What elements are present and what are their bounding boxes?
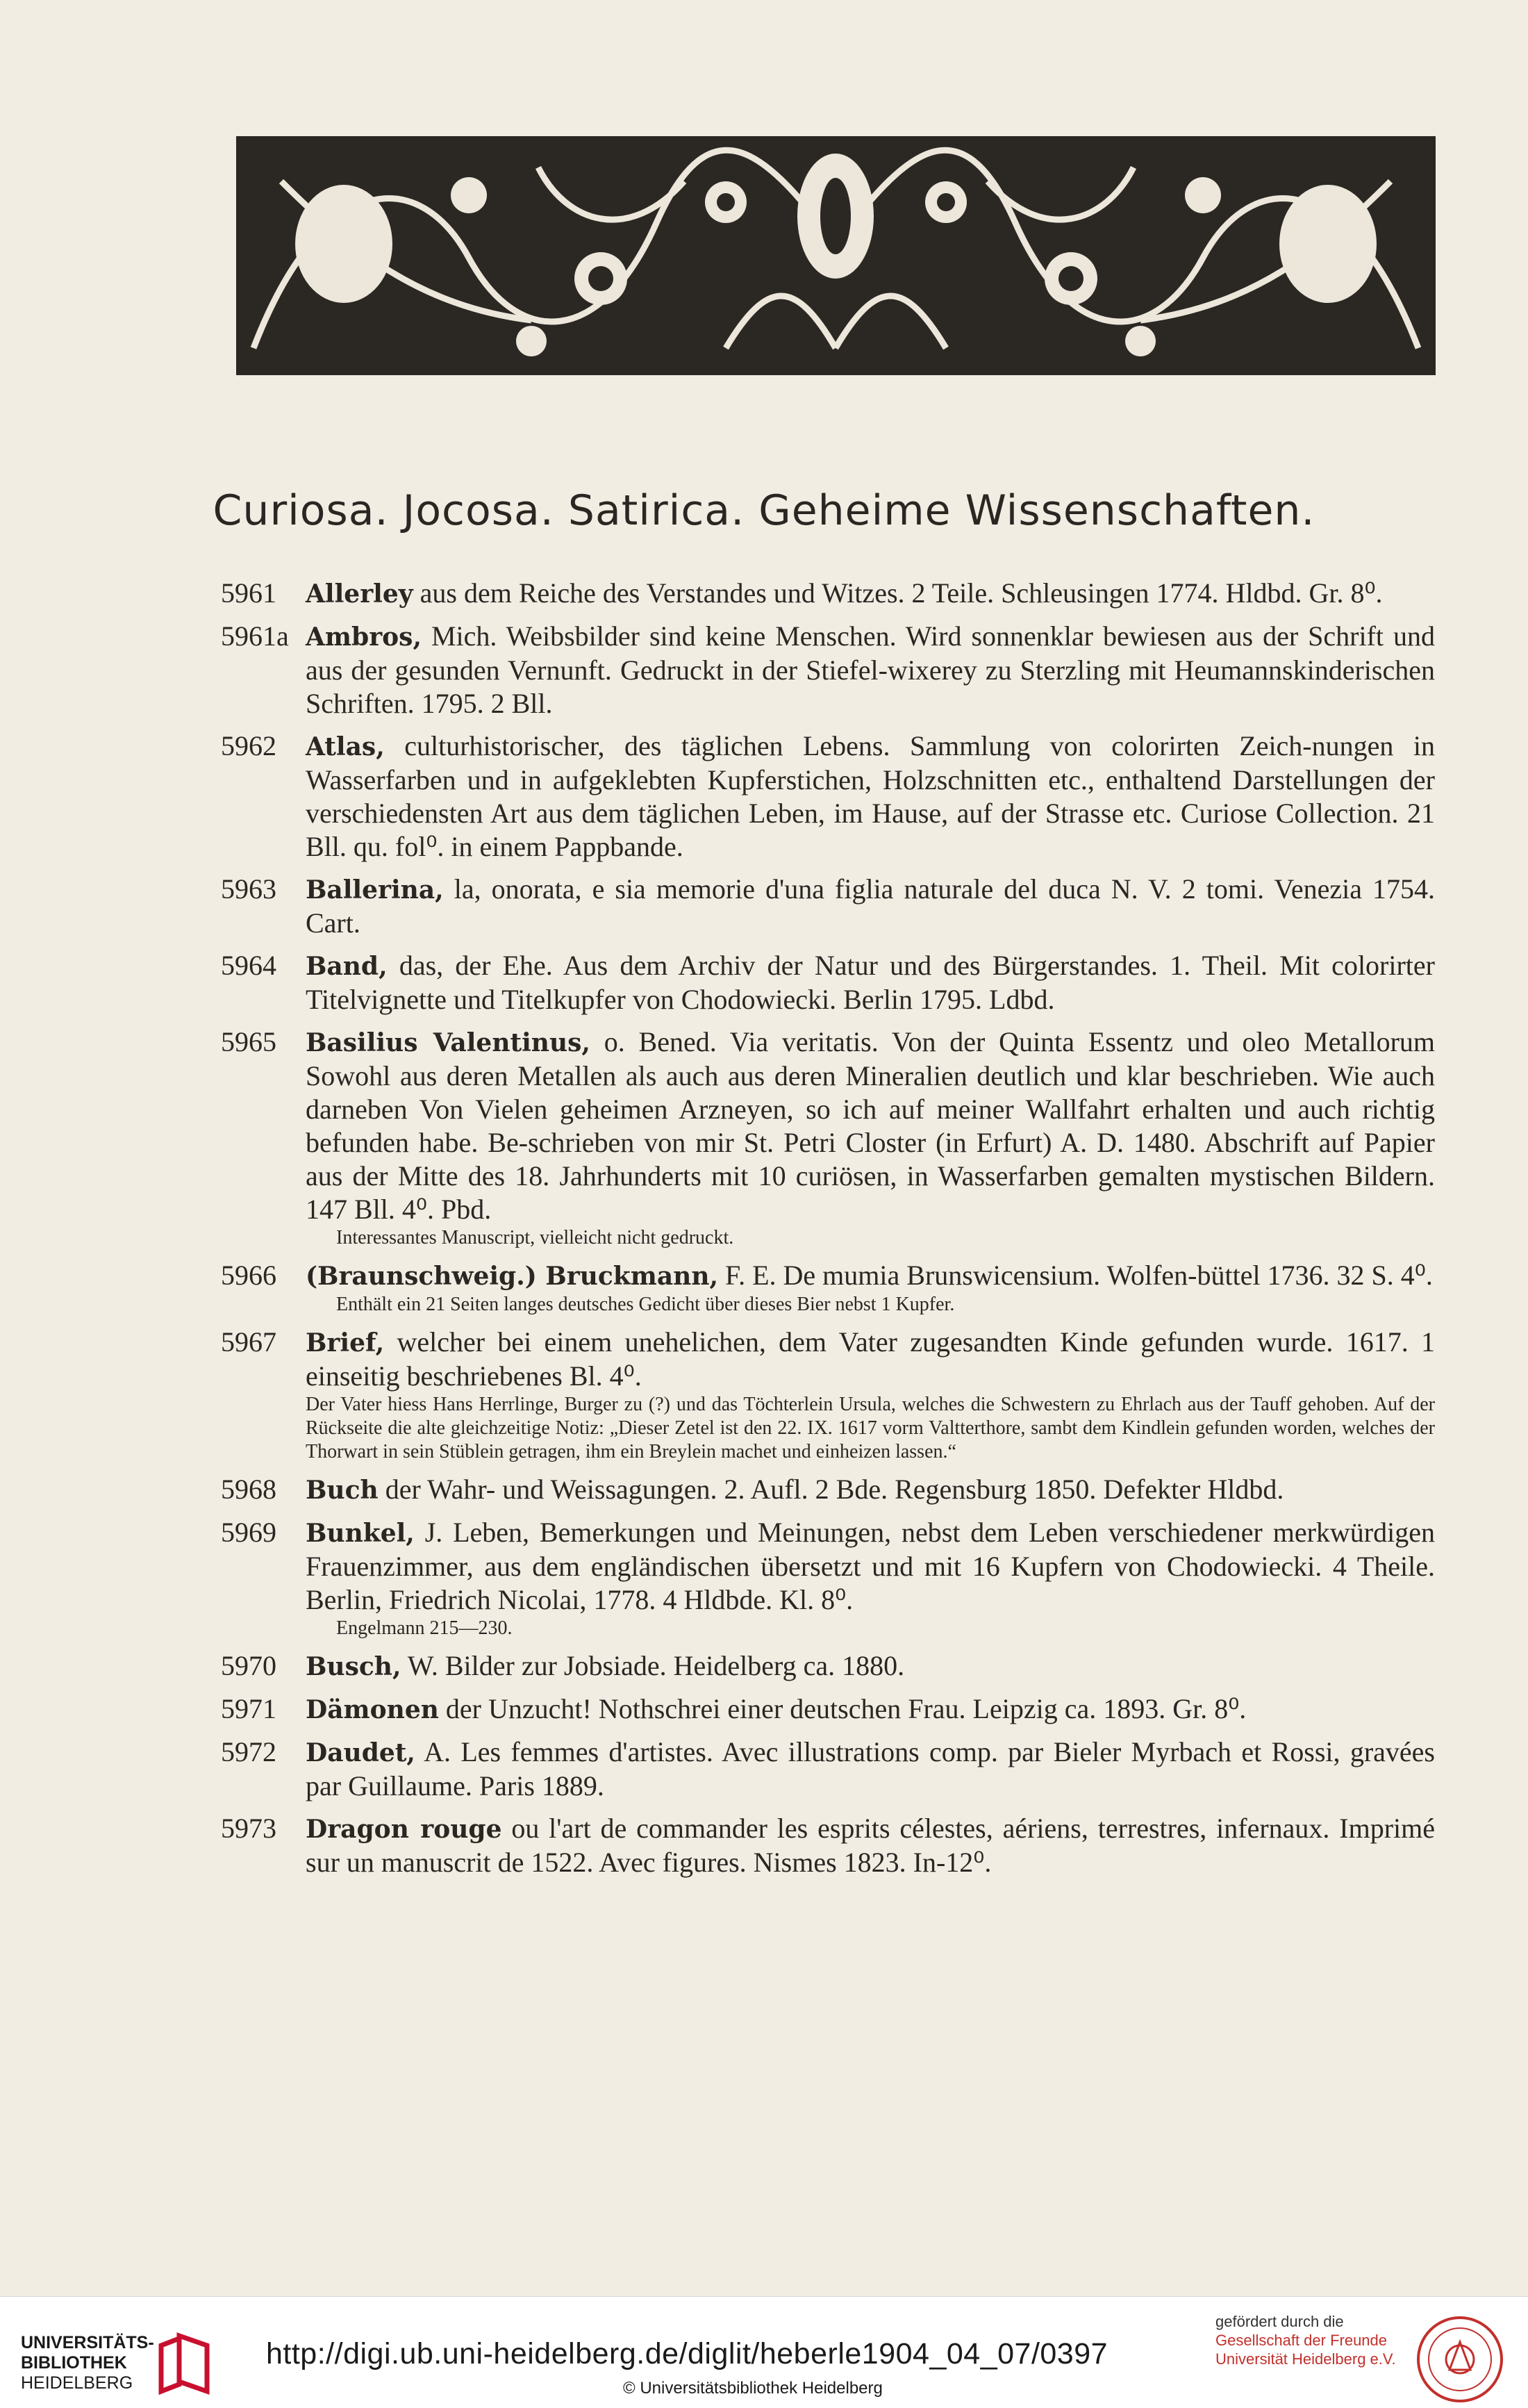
entry-number: 5963 [221,873,276,905]
entry-text: o. Bened. Via veritatis. Von der Quinta Essentz und oleo Metallorum Sowohl aus deren Metallen als auch aus deren Mineralien deutlich und klar beschrieben. Wie auch darneben Von Vielen geheimen Arzneyen, so ich auf meiner Wallfahrt erhalten und auch richtig befunden habe. Be-schrieben von mir St. Petri Closter (in Erfurt) A. D. 1480. Abschrift auf Papier aus der Mitte des 18. Jahrhunderts mit 10 curiösen, in Wasserfarben gemalten mystischen Bildern. 147 Bll. 4⁰. Pbd. [306,1026,1436,1225]
entry-number: 5961a [221,620,289,652]
entry-note: Engelmann 215—230. [336,1617,513,1639]
catalogue-entry [221,1473,1435,1507]
catalogue-entry [221,1326,1435,1464]
section-heading: Curiosa. Jocosa. Satirica. Geheime Wissenschaften. [213,486,1315,535]
entry-text: das, der Ehe. Aus dem Archiv der Natur und des Bürgerstandes. 1. Theil. Mit colorirter Titelvignette und Titelkupfer von Chodowiecki. Berlin 1795. Ldbd. [306,950,1435,1015]
catalogue-entry [221,729,1435,864]
catalogue-entry [221,1259,1435,1317]
entry-text: welcher bei einem unehelichen, dem Vater zugesandten Kinde gefunden wurde. 1617. 1 einseitig beschriebenes Bl. 4⁰. [306,1326,1435,1392]
entry-description [306,1649,1435,1683]
entry-text: culturhistorischer, des täglichen Lebens. Sammlung von colorirten Zeich-nungen in Wasserfarben und in aufgeklebten Kupferstichen, Holzschnitten etc., enthaltend Darstellungen der verschiedensten Art aus dem täglichen Leben, im Hause, auf der Strasse etc. Curiose Collection. 21 Bll. qu. fol⁰. in einem Pappbande. [306,730,1435,862]
entry-title: Basilius Valentinus, [306,1028,590,1057]
catalogue-entry [221,1649,1435,1683]
catalogue-entry [221,1812,1435,1879]
entry-description [306,1692,1435,1726]
library-name-line1: UNIVERSITÄTS- [21,2333,154,2352]
entry-description [306,1025,1435,1226]
entry-text: ou l'art de commander les esprits célestes, aériens, terrestres, infernaux. Imprimé sur un manuscrit de 1522. Avec figures. Nismes 1823. In-12⁰. [306,1813,1435,1878]
entry-number: 5962 [221,730,276,761]
entry-title: Brief, [306,1328,385,1358]
entry-number: 5964 [221,950,276,981]
entry-title: (Braunschweig.) Bruckmann, [306,1262,719,1291]
catalogue-entry [221,620,1435,720]
entry-description [306,1516,1435,1617]
sponsor-credit [1215,2312,1396,2368]
entry-title: Band, [306,952,388,981]
entry-title: Ballerina, [306,875,444,905]
catalogue-entry [221,1025,1435,1250]
entry-number: 5972 [221,1736,276,1767]
catalogue-entry [221,577,1435,611]
catalogue-entry [221,949,1435,1016]
entry-number: 5973 [221,1813,276,1844]
copyright-notice: © Universitätsbibliothek Heidelberg [623,2379,883,2398]
university-seal-icon [1415,2314,1505,2405]
library-name [21,2333,154,2393]
entry-number: 5969 [221,1517,276,1548]
entry-text: J. Leben, Bemerkungen und Meinungen, nebst dem Leben verschiedener merkwürdigen Frauenzimmer, aus dem engländischen übersetzt und mit 16 Kupfern von Chodowiecki. 4 Theile. Berlin, Friedrich Nicolai, 1778. 4 Hldbde. Kl. 8⁰. [306,1517,1435,1615]
catalogue-entry [221,1516,1435,1640]
entry-text: la, onorata, e sia memorie d'una figlia naturale del duca N. V. 2 tomi. Venezia 1754. Cart. [306,873,1435,939]
catalogue-entries [221,577,1435,1888]
entry-note: Enthält ein 21 Seiten langes deutsches Gedicht über dieses Bier nebst 1 Kupfer. [336,1294,955,1315]
entry-number: 5961 [221,577,276,609]
entry-description [306,873,1435,940]
entry-title: Dämonen [306,1695,439,1724]
sponsor-line2: Universität Heidelberg e.V. [1215,2350,1396,2368]
permalink-url[interactable]: http://digi.ub.uni-heidelberg.de/diglit/heberle1904_04_07/0397 [266,2337,1108,2370]
catalogue-entry [221,1692,1435,1726]
entry-text: W. Bilder zur Jobsiade. Heidelberg ca. 1880. [401,1650,905,1681]
library-name-line2: BIBLIOTHEK [21,2353,127,2373]
entry-title: Bunkel, [306,1519,415,1548]
entry-description [306,1259,1435,1293]
entry-number: 5971 [221,1693,276,1724]
entry-title: Daudet, [306,1738,415,1767]
entry-title: Atlas, [306,732,385,761]
library-name-line3: HEIDELBERG [21,2373,133,2393]
library-logo-icon [151,2332,213,2395]
decorative-headpiece [236,136,1436,375]
entry-title: Buch [306,1476,379,1505]
entry-number: 5966 [221,1260,276,1291]
entry-title: Ambros, [306,622,422,652]
entry-text: der Unzucht! Nothschrei einer deutschen Frau. Leipzig ca. 1893. Gr. 8⁰. [438,1693,1247,1724]
entry-text: aus dem Reiche des Verstandes und Witzes. 2 Teile. Schleusingen 1774. Hldbd. Gr. 8⁰. [413,577,1383,609]
entry-number: 5970 [221,1650,276,1681]
entry-text: F. E. De mumia Brunswicensium. Wolfen-büttel 1736. 32 S. 4⁰. [718,1260,1433,1291]
entry-title: Busch, [306,1652,401,1681]
entry-text: Mich. Weibsbilder sind keine Menschen. Wird sonnenklar bewiesen aus der Schrift und aus der gesunden Vernunft. Gedruckt in der Stiefel-wixerey zu Sterzling mit Heumannskinderischen Schriften. 1795. 2 Bll. [306,620,1435,719]
entry-description [306,1326,1435,1393]
entry-number: 5965 [221,1026,276,1057]
catalogue-entry [221,873,1435,940]
ornament-illustration [240,140,1432,372]
entry-number: 5968 [221,1474,276,1505]
entry-title: Allerley [306,579,413,609]
sponsor-line1: Gesellschaft der Freunde [1215,2332,1388,2349]
entry-number: 5967 [221,1326,276,1358]
digitization-footer [0,2296,1528,2408]
entry-description [306,620,1435,720]
entry-description [306,729,1435,864]
entry-text: A. Les femmes d'artistes. Avec illustrations comp. par Bieler Myrbach et Rossi, gravées par Guillaume. Paris 1889. [306,1736,1435,1801]
sponsor-intro: gefördert durch die [1215,2313,1344,2330]
entry-description [306,1735,1435,1803]
entry-note: Interessantes Manuscript, vielleicht nicht gedruckt. [336,1227,734,1248]
entry-title: Dragon rouge [306,1815,502,1844]
entry-description [306,577,1435,611]
entry-description [306,949,1435,1016]
entry-description [306,1812,1435,1879]
entry-description [306,1473,1435,1507]
entry-text: der Wahr- und Weissagungen. 2. Aufl. 2 Bde. Regensburg 1850. Defekter Hldbd. [378,1474,1284,1505]
catalogue-entry [221,1735,1435,1803]
entry-note: Der Vater hiess Hans Herrlinge, Burger zu (?) und das Töchterlein Ursula, welches die Schwestern zu Ehrlach aus der Tauff gehoben. Auf der Rückseite die alte gleichzeitige Notiz: „Dieser Zetel ist den 22. IX. 1617 vorm Valtterthore, sambt dem Kindlein gefunden worden, welches der Thorwart in sein Stüblein getragen, ihm ein Breylein machet und einheizen lassen.“ [306,1394,1435,1462]
